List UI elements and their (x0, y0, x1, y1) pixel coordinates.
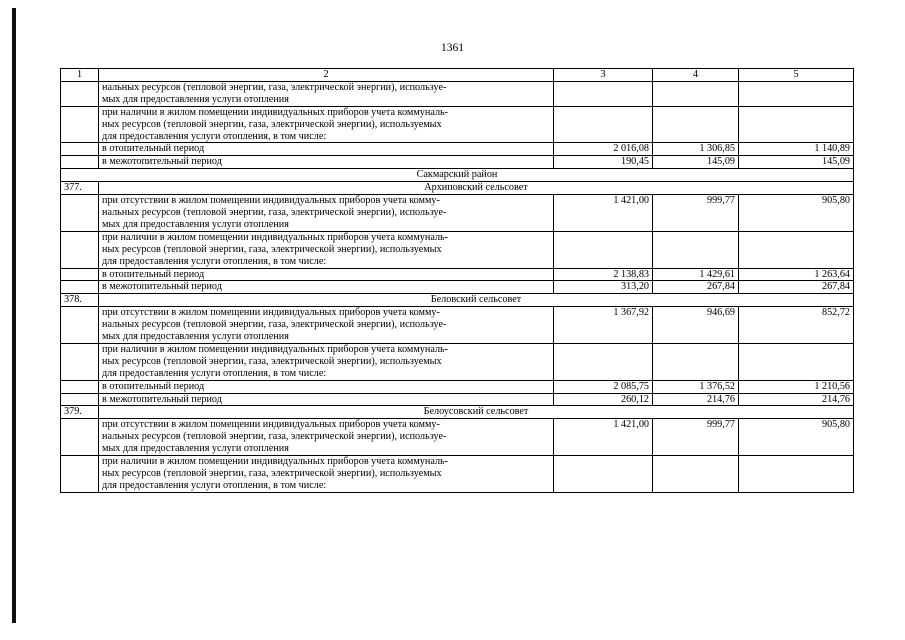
row-number (61, 106, 99, 143)
description-line: ных ресурсов (тепловой энергии, газа, электрической энергии), используемых (102, 243, 442, 255)
value-cell-col3: 260,12 (554, 393, 653, 406)
district-name: Сакмарский район (61, 169, 854, 182)
council-name: Беловский сельсовет (99, 294, 854, 307)
row-number (61, 380, 99, 393)
value-cell-col5: 852,72 (739, 307, 854, 344)
value-cell-col4: 214,76 (653, 393, 739, 406)
description-line: нальных ресурсов (тепловой энергии, газа, электрической энергии), используе- (102, 319, 447, 331)
value-cell-col3 (554, 456, 653, 493)
row-description (99, 380, 554, 393)
table-row (61, 343, 854, 380)
description-line: для предоставления услуги отопления, в том числе: (102, 130, 327, 142)
header-cell-2: 2 (99, 69, 554, 82)
value-cell-col5 (739, 456, 854, 493)
description-line: мых для предоставления услуги отопления (102, 331, 289, 343)
value-cell-col3 (554, 81, 653, 106)
value-cell-col4: 1 376,52 (653, 380, 739, 393)
value-cell-col4 (653, 81, 739, 106)
table-row (61, 156, 854, 169)
table-row (61, 81, 854, 106)
row-number: 379. (61, 406, 99, 419)
row-number (61, 195, 99, 232)
table-row (61, 106, 854, 143)
description-line: ных ресурсов (тепловой энергии, газа, электрической энергии), используемых (102, 468, 442, 479)
description-line: при отсутствии в жилом помещении индивидуальных приборов учета комму- (102, 419, 440, 431)
value-cell-col3 (554, 106, 653, 143)
value-cell-col5: 145,09 (739, 156, 854, 169)
description-line: при наличии в жилом помещении индивидуальных приборов учета коммуналь- (102, 106, 449, 118)
description-line: при наличии в жилом помещении индивидуальных приборов учета коммуналь- (102, 343, 449, 355)
description-line: для предоставления услуги отопления, в том числе: (102, 479, 327, 491)
description-line: нальных ресурсов (тепловой энергии, газа, электрической энергии), используе- (102, 81, 447, 93)
row-description (99, 419, 554, 456)
council-row (61, 182, 854, 195)
row-number (61, 231, 99, 268)
value-cell-col3: 1 421,00 (554, 195, 653, 232)
description-line: для предоставления услуги отопления, в том числе: (102, 255, 327, 267)
row-number (61, 81, 99, 106)
table-row (61, 307, 854, 344)
value-cell-col5 (739, 231, 854, 268)
page-number: 1361 (441, 42, 464, 54)
table-body (61, 69, 854, 493)
row-description (99, 231, 554, 268)
table-row (61, 195, 854, 232)
row-number (61, 343, 99, 380)
value-cell-col4: 145,09 (653, 156, 739, 169)
description-line: нальных ресурсов (тепловой энергии, газа, электрической энергии), используе- (102, 431, 447, 443)
header-cell-4: 4 (653, 69, 739, 82)
header-cell-1: 1 (61, 69, 99, 82)
row-description (99, 307, 554, 344)
description-line: мых для предоставления услуги отопления (102, 93, 289, 105)
value-cell-col3: 313,20 (554, 281, 653, 294)
row-description (99, 81, 554, 106)
description-line: при отсутствии в жилом помещении индивидуальных приборов учета комму- (102, 307, 440, 319)
value-cell-col4 (653, 106, 739, 143)
row-number (61, 393, 99, 406)
header-cell-5: 5 (739, 69, 854, 82)
value-cell-col4: 999,77 (653, 195, 739, 232)
council-row (61, 294, 854, 307)
value-cell-col4: 946,69 (653, 307, 739, 344)
value-cell-col3: 190,45 (554, 156, 653, 169)
district-row (61, 169, 854, 182)
description-line: нальных ресурсов (тепловой энергии, газа, электрической энергии), используе- (102, 206, 447, 218)
row-description (99, 456, 554, 493)
value-cell-col4: 1 429,61 (653, 268, 739, 281)
row-number: 378. (61, 294, 99, 307)
value-cell-col3 (554, 343, 653, 380)
table-row (61, 143, 854, 156)
row-description (99, 343, 554, 380)
row-description (99, 281, 554, 294)
value-cell-col5: 267,84 (739, 281, 854, 294)
table-row (61, 281, 854, 294)
table-row (61, 456, 854, 493)
description-line: при наличии в жилом помещении индивидуальных приборов учета коммуналь- (102, 231, 449, 243)
value-cell-col4: 267,84 (653, 281, 739, 294)
description-line: в межотопительный период (102, 393, 222, 405)
value-cell-col4: 1 306,85 (653, 143, 739, 156)
value-cell-col3: 2 085,75 (554, 380, 653, 393)
row-description (99, 393, 554, 406)
value-cell-col4 (653, 231, 739, 268)
value-cell-col5: 1 140,89 (739, 143, 854, 156)
description-line: в межотопительный период (102, 281, 222, 293)
value-cell-col3 (554, 231, 653, 268)
value-cell-col4 (653, 456, 739, 493)
table-row (61, 393, 854, 406)
description-line: мых для предоставления услуги отопления (102, 218, 289, 230)
description-line: ных ресурсов (тепловой энергии, газа, электрической энергии), используемых (102, 355, 442, 367)
value-cell-col3: 1 421,00 (554, 419, 653, 456)
value-cell-col5 (739, 343, 854, 380)
description-line: для предоставления услуги отопления, в том числе: (102, 367, 327, 379)
row-description (99, 106, 554, 143)
value-cell-col5 (739, 106, 854, 143)
council-name: Белоусовский сельсовет (99, 406, 854, 419)
row-number (61, 156, 99, 169)
header-cell-3: 3 (554, 69, 653, 82)
description-line: при отсутствии в жилом помещении индивидуальных приборов учета комму- (102, 195, 440, 207)
scan-edge-line (12, 8, 16, 623)
value-cell-col3: 2 016,08 (554, 143, 653, 156)
row-number: 377. (61, 182, 99, 195)
value-cell-col5: 905,80 (739, 195, 854, 232)
table-row (61, 231, 854, 268)
description-line: при наличии в жилом помещении индивидуальных приборов учета коммуналь- (102, 456, 449, 468)
row-number (61, 307, 99, 344)
council-name: Архиповский сельсовет (99, 182, 854, 195)
row-number (61, 143, 99, 156)
row-number (61, 419, 99, 456)
description-line: в отопительный период (102, 380, 205, 392)
row-description (99, 156, 554, 169)
row-description (99, 195, 554, 232)
table-row (61, 268, 854, 281)
table-row (61, 380, 854, 393)
value-cell-col5: 214,76 (739, 393, 854, 406)
row-number (61, 268, 99, 281)
description-line: в отопительный период (102, 143, 205, 155)
value-cell-col3: 2 138,83 (554, 268, 653, 281)
value-cell-col4: 999,77 (653, 419, 739, 456)
tariff-table (60, 68, 854, 493)
value-cell-col3: 1 367,92 (554, 307, 653, 344)
row-description (99, 268, 554, 281)
description-line: мых для предоставления услуги отопления (102, 443, 289, 455)
description-line: в межотопительный период (102, 156, 222, 168)
row-description (99, 143, 554, 156)
row-number (61, 281, 99, 294)
value-cell-col5: 1 210,56 (739, 380, 854, 393)
value-cell-col4 (653, 343, 739, 380)
description-line: ных ресурсов (тепловой энергии, газа, электрической энергии), используемых (102, 118, 442, 130)
header-row (61, 69, 854, 82)
value-cell-col5: 905,80 (739, 419, 854, 456)
value-cell-col5: 1 263,64 (739, 268, 854, 281)
description-line: в отопительный период (102, 268, 205, 280)
table-row (61, 419, 854, 456)
council-row (61, 406, 854, 419)
row-number (61, 456, 99, 493)
value-cell-col5 (739, 81, 854, 106)
